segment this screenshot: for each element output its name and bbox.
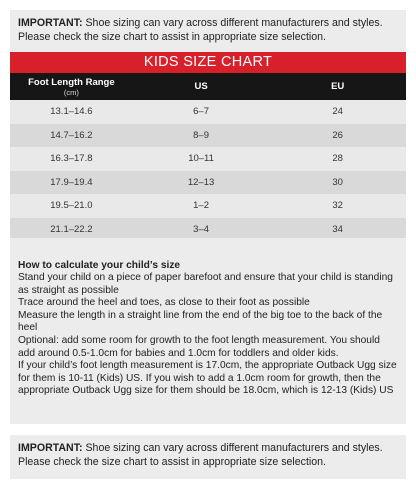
cell-eu: 30	[269, 171, 406, 195]
cell-range: 13.1–14.6	[10, 100, 133, 124]
cell-us: 1–2	[133, 194, 270, 218]
cell-range: 17.9–19.4	[10, 171, 133, 195]
cell-us: 8–9	[133, 124, 270, 148]
cell-range: 14.7–16.2	[10, 124, 133, 148]
howto-step: Optional: add some room for growth to the foot length measurement. You should add around 0.5-1.0cm for babies and 1.0cm for toddlers and older kids.	[18, 334, 380, 359]
table-row	[10, 124, 406, 148]
cell-eu: 34	[269, 218, 406, 242]
howto-step: Trace around the heel and toes, as close to their foot as possible	[18, 297, 310, 309]
kids-size-chart	[10, 52, 406, 241]
cell-eu: 28	[269, 147, 406, 171]
important-notice-top	[10, 10, 406, 52]
cell-eu: 32	[269, 194, 406, 218]
notice-text: Shoe sizing can vary across different manufacturers and styles. Please check the size chart to assist in appropriate size selection.	[18, 17, 383, 43]
howto-step: Measure the length in a straight line from the end of the big toe to the back of the heel	[18, 309, 383, 334]
table-row	[10, 171, 406, 195]
header-foot-length-label: Foot Length Range	[28, 76, 115, 88]
size-table	[10, 73, 406, 241]
chart-title: KIDS SIZE CHART	[10, 52, 406, 73]
header-foot-length-unit: (cm)	[63, 87, 79, 97]
table-row	[10, 194, 406, 218]
howto-step: Stand your child on a piece of paper barefoot and ensure that your child is standing as straight as possible	[18, 272, 393, 296]
header-us: US	[133, 73, 270, 100]
cell-us: 3–4	[133, 218, 270, 242]
cell-us: 6–7	[133, 100, 270, 124]
cell-us: 12–13	[133, 171, 270, 195]
cell-eu: 24	[269, 100, 406, 124]
important-notice-bottom	[10, 435, 406, 479]
notice-label: IMPORTANT:	[18, 442, 83, 454]
cell-range: 19.5–21.0	[10, 194, 133, 218]
cell-range: 21.1–22.2	[10, 218, 133, 242]
notice-label: IMPORTANT:	[18, 17, 83, 29]
table-row	[10, 100, 406, 124]
how-to-measure-section	[10, 238, 406, 424]
cell-us: 10–11	[133, 147, 270, 171]
header-foot-length	[10, 73, 133, 100]
header-eu: EU	[269, 73, 406, 100]
howto-heading: How to calculate your child’s size	[18, 260, 181, 271]
table-row	[10, 147, 406, 171]
table-header-row	[10, 73, 406, 100]
howto-step: If your child’s foot length measurement is 17.0cm, the appropriate Outback Ugg size for them is 10-11 (Kids) US. If you wish to add a 1.0cm room for growth, then the appropriate Outback Ugg size for them should be 18.0cm, which is 12-13 (Kids) US	[18, 360, 397, 397]
cell-range: 16.3–17.8	[10, 147, 133, 171]
notice-text: Shoe sizing can vary across different manufacturers and styles. Please check the size chart to assist in appropriate size selection.	[18, 442, 383, 468]
cell-eu: 26	[269, 124, 406, 148]
